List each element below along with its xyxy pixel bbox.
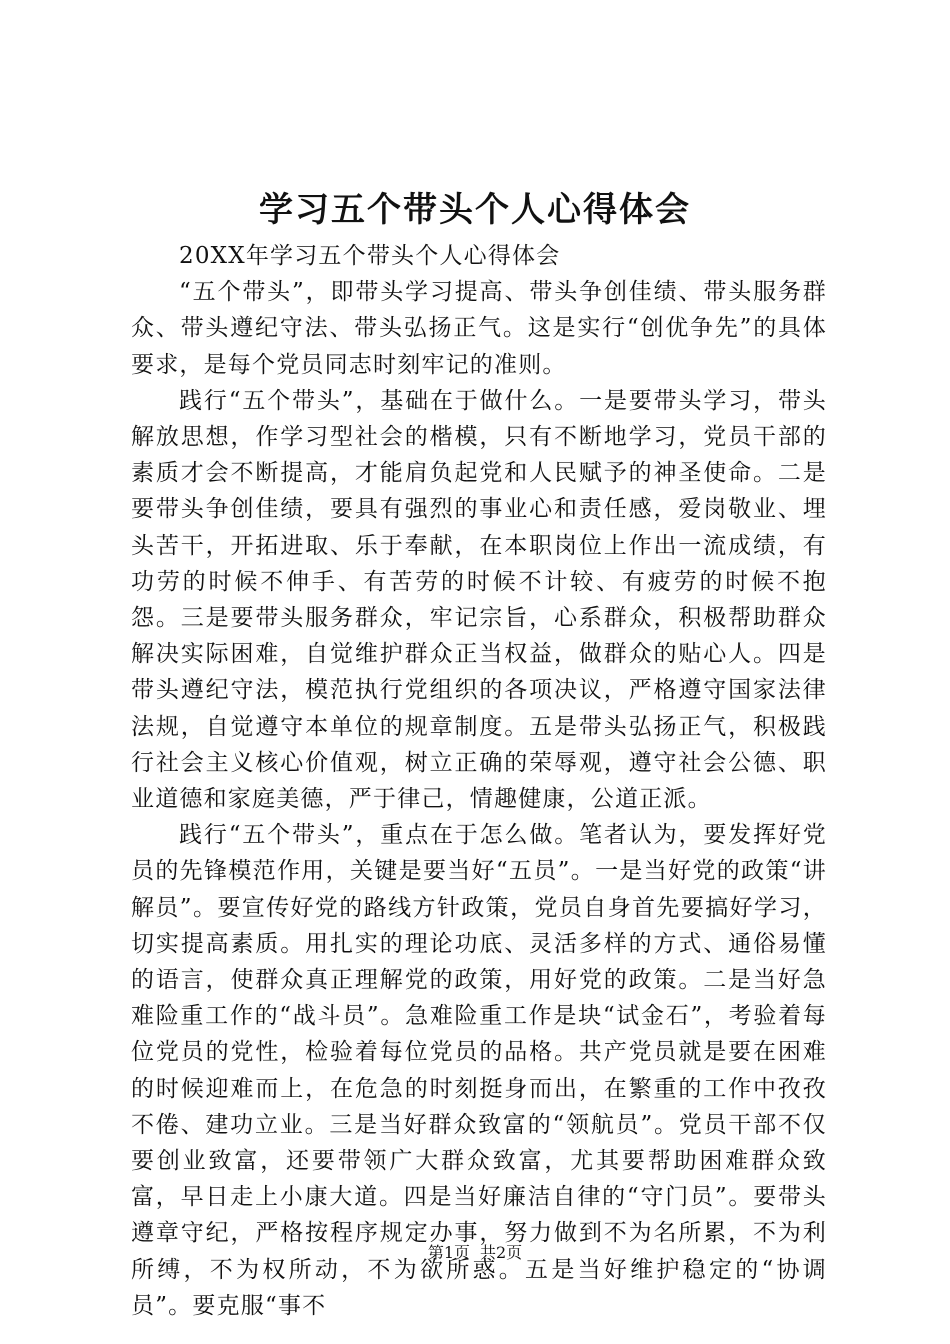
paragraph-subtitle: 20XX年学习五个带头个人心得体会: [179, 243, 561, 269]
paragraph-intro: “五个带头”，即带头学习提高、带头争创佳绩、带头服务群众、带头遵纪守法、带头弘扬正气。这是实行“创优争先”的具体要求，是每个党员同志时刻牢记的准则。: [131, 279, 827, 378]
paragraph-what-to-do: 践行“五个带头”，基础在于做什么。一是要带头学习，带头解放思想，作学习型社会的楷模，只有不断地学习，党员干部的素质才会不断提高，才能肩负起党和人民赋予的神圣使命。二是要带头争创佳绩，要具有强烈的事业心和责任感，爱岗敬业、埋头苦干，开拓进取、乐于奉献，在本职岗位上作出一流成绩，有功劳的时候不伸手、有苦劳的时候不计较、有疲劳的时候不抱怨。三是要带头服务群众，牢记宗旨，心系群众，积极帮助群众解决实际困难，自觉维护群众正当权益，做群众的贴心人。四是带头遵纪守法，模范执行党组织的各项决议，严格遵守国家法律法规，自觉遵守本单位的规章制度。五是带头弘扬正气，积极践行社会主义核心价值观，树立正确的荣辱观，遵守社会公德、职业道德和家庭美德，严于律己，情趣健康，公道正派。: [131, 387, 827, 813]
paragraph-how-to-do: 践行“五个带头”，重点在于怎么做。笔者认为，要发挥好党员的先锋模范作用，关键是要当好“五员”。一是当好党的政策“讲解员”。要宣传好党的路线方针政策，党员自身首先要搞好学习，切实提高素质。用扎实的理论功底、灵活多样的方式、通俗易懂的语言，使群众真正理解党的政策，用好党的政策。二是当好急难险重工作的“战斗员”。急难险重工作是块“试金石”，考验着每位党员的党性，检验着每位党员的品格。共产党员就是要在困难的时候迎难而上，在危急的时刻挺身而出，在繁重的工作中孜孜不倦、建功立业。三是当好群众致富的“领航员”。党员干部不仅要创业致富，还要带领广大群众致富，尤其要帮助困难群众致富，早日走上小康大道。四是当好廉洁自律的“守门员”。要带头遵章守纪，严格按程序规定办事，努力做到不为名所累，不为利所缚，不为权所动，不为欲所惑。五是当好维护稳定的“协调员”。要克服“事不: [131, 822, 827, 1319]
page-footer: [0, 1243, 950, 1263]
document-title: 学习五个带头个人心得体会: [259, 190, 691, 230]
page-number-current: 第1页: [427, 1243, 470, 1262]
page-number-total: 共2页: [480, 1243, 523, 1262]
document-body: [131, 238, 827, 1324]
